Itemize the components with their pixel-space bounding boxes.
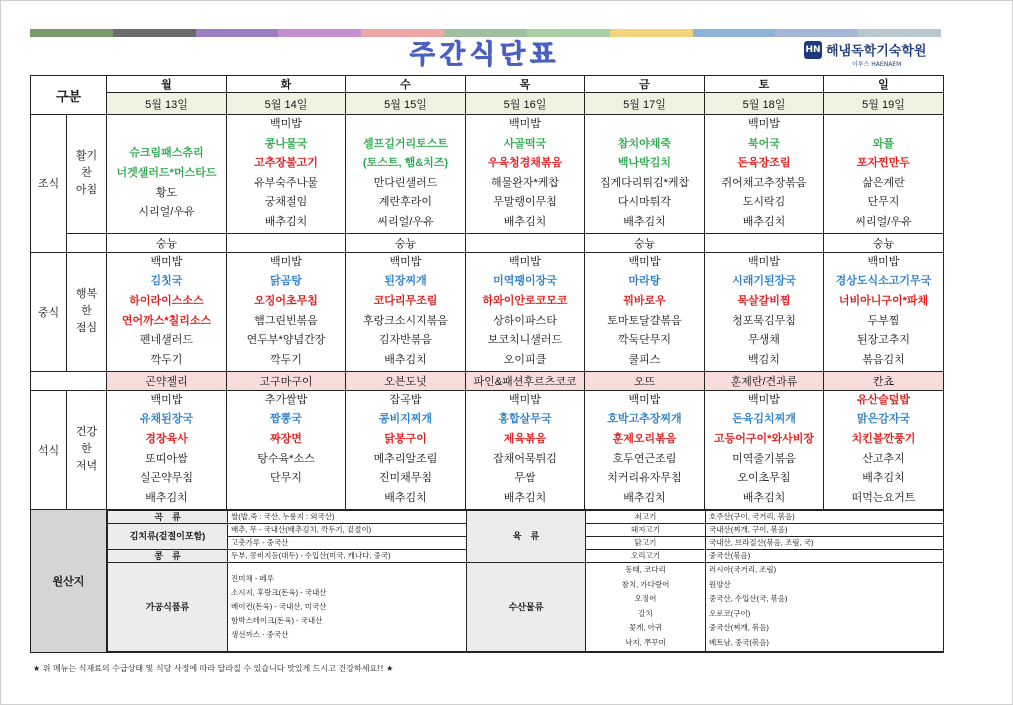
seafood-item: 낙지, 쭈꾸미 (625, 637, 666, 647)
menu-item: 유부숙주나물 (254, 176, 318, 189)
menu-item: 백미밥 (150, 255, 183, 268)
menu-item: 치커리유자무침 (607, 472, 682, 485)
day-label: 목 (466, 76, 585, 93)
menu-item: 돈육김치찌개 (732, 413, 796, 426)
extra-item (227, 233, 346, 252)
lunch-subtitle (67, 252, 107, 371)
kimchi-value: 고춧가루 - 중국산 (228, 536, 467, 549)
menu-item: 청포묵김무침 (732, 314, 796, 327)
origin-row (31, 509, 944, 652)
menu-item: 우육청경채볶음 (487, 157, 563, 170)
menu-item: 토마토달걀볶음 (607, 314, 682, 327)
color-stripe (30, 29, 941, 37)
menu-item: 볶음김치 (862, 353, 905, 366)
menu-item: 떠먹는요거트 (851, 491, 916, 504)
seafood-origins (706, 562, 944, 651)
seafood-item: 오징어 (634, 594, 657, 604)
menu-item: 백미밥 (509, 118, 541, 130)
menu-item: 코다리무조림 (373, 294, 438, 307)
menu-item: 백김치 (748, 353, 780, 366)
date-label: 5월 19일 (824, 93, 944, 115)
day-label: 화 (227, 76, 346, 93)
menu-item: 깍둑단무지 (617, 334, 672, 347)
date-label: 5월 13일 (107, 93, 227, 115)
bean-value: 두부, 콩비지등(대두) - 수입산(미국, 캐나다, 중국) (228, 549, 467, 562)
menu-item: 백미밥 (748, 255, 780, 268)
date-label: 5월 17일 (585, 93, 705, 115)
menu-item: 메추리알조림 (373, 452, 438, 465)
menu-item: 고추장불고기 (254, 157, 318, 170)
menu-item: 포자찐만두 (856, 157, 911, 170)
origin-label: 원산지 (31, 509, 107, 652)
dinner-row (31, 390, 944, 509)
meat-origin: 국내산(찌개, 구이, 볶음) (706, 523, 944, 536)
menu-item: 돈육장조림 (737, 157, 791, 170)
date-label: 5월 16일 (466, 93, 585, 115)
bean-label: 콩 류 (108, 549, 228, 562)
date-label: 5월 18일 (705, 93, 824, 115)
menu-cell (824, 115, 944, 234)
day-label: 금 (585, 76, 705, 93)
menu-item: 잡채어묵튀김 (493, 452, 557, 465)
snack-item: 고구마구이 (227, 371, 346, 390)
menu-item: 황도 (155, 186, 178, 199)
processed-item: 소시지, 후랑크(돈육) - 국내산 (231, 587, 327, 597)
processed-item: 함박스테이크(돈육) - 국내산 (231, 615, 323, 625)
stripe-segment (775, 29, 858, 37)
menu-item: (토스트, 햄&치즈) (362, 157, 449, 170)
processed-label: 가공식품류 (108, 562, 228, 651)
kimchi-label: 김치류(겉절이포함) (108, 523, 228, 549)
menu-item: 진미채무침 (378, 472, 433, 485)
menu-item: 배추김치 (742, 215, 786, 228)
academy-logo (800, 40, 945, 72)
menu-cell (227, 252, 346, 371)
menu-item: 햄그린빈볶음 (254, 314, 318, 327)
subtitle-line: 활기 (75, 150, 98, 163)
day-header-row (31, 76, 944, 93)
meal-label-lunch: 중식 (31, 252, 67, 371)
menu-item: 셀프길거리토스트 (362, 137, 448, 150)
menu-item: 두부찜 (867, 314, 900, 327)
menu-cell (227, 115, 346, 234)
menu-cell (107, 115, 227, 234)
snack-item: 오븐도넛 (346, 371, 466, 390)
menu-item: 콩비지찌개 (378, 413, 433, 426)
snack-item: 칸쵸 (824, 371, 944, 390)
menu-item: 된장찌개 (384, 275, 427, 288)
menu-item: 백미밥 (270, 118, 302, 130)
subtitle-line: 한 (81, 305, 92, 318)
lunch-row (31, 252, 944, 371)
menu-item: 호박고추장찌개 (607, 413, 682, 426)
menu-item: 배추김치 (384, 353, 427, 366)
processed-item: 진미채 - 페루 (231, 573, 274, 583)
snack-item: 파인&패션후르츠코코 (466, 371, 585, 390)
menu-item (346, 115, 465, 135)
meat-item: 오리고기 (586, 549, 706, 562)
origin-details (107, 509, 944, 652)
snack-item: 훈제란/견과류 (705, 371, 824, 390)
subtitle-line: 점심 (75, 322, 98, 335)
menu-item: 너겟샐러드*머스타드 (116, 166, 217, 179)
meat-origin: 국내산, 브라질산(볶음, 조림, 국) (706, 536, 944, 549)
subtitle-line: 찬 (81, 167, 92, 180)
menu-item: 배추김치 (384, 491, 427, 504)
menu-item: 배추김치 (264, 215, 308, 228)
seafood-item: 참치, 가다랑어 (621, 579, 670, 589)
meat-item: 돼지고기 (586, 523, 706, 536)
menu-item: 해물완자*케찹 (490, 176, 560, 189)
menu-item: 만다린샐러드 (373, 176, 438, 189)
seafood-label: 수산물류 (467, 562, 586, 651)
menu-item: 실곤약무침 (139, 472, 194, 485)
menu-item: 닭봉구이 (384, 432, 427, 445)
menu-item: 집게다리튀김*케찹 (599, 176, 690, 189)
snack-item: 오뜨 (585, 371, 705, 390)
stripe-segment (361, 29, 444, 37)
snack-row (31, 371, 944, 390)
menu-item: 경상도식소고기무국 (835, 275, 932, 288)
menu-item: 백미밥 (748, 393, 780, 406)
menu-item: 쥐어채고추장볶음 (721, 176, 807, 189)
menu-item: 백미밥 (270, 255, 302, 268)
menu-cell (346, 390, 466, 509)
menu-item: 쿨피스 (628, 353, 661, 366)
menu-item: 제육볶음 (503, 432, 547, 445)
extra-item: 숭늉 (824, 233, 944, 252)
menu-item (227, 489, 345, 509)
extra-item (466, 233, 585, 252)
subtitle-line: 한 (81, 443, 92, 456)
subtitle-line: 저녁 (75, 460, 98, 473)
processed-values (228, 562, 467, 651)
meal-label-breakfast: 조식 (31, 115, 67, 253)
menu-item: 김자반볶음 (378, 334, 433, 347)
menu-item: 단무지 (270, 472, 302, 485)
menu-item: 오이초무침 (737, 472, 791, 485)
menu-item: 된장고추지 (856, 334, 911, 347)
menu-cell (585, 390, 705, 509)
menu-item: 배추김치 (503, 215, 547, 228)
day-label: 일 (824, 76, 944, 93)
menu-item: 사골떡국 (503, 137, 547, 150)
subtitle-line: 건강 (75, 426, 98, 439)
menu-item: 유산슬덮밥 (856, 393, 911, 406)
menu-item: 경장육사 (145, 432, 188, 445)
seafood-items (586, 562, 706, 651)
menu-item: 단무지 (867, 196, 900, 209)
menu-item: 계란후라이 (378, 196, 433, 209)
menu-item: 다시마튀각 (617, 196, 672, 209)
menu-item: 맑은감자국 (856, 413, 911, 426)
corner-label: 구분 (31, 76, 107, 115)
day-label: 수 (346, 76, 466, 93)
menu-item (107, 125, 226, 145)
menu-item: 배추김치 (862, 472, 905, 485)
meat-origin: 호주산(구이, 국거리, 볶음) (706, 510, 944, 523)
menu-item: 시리얼/우유 (138, 206, 195, 219)
menu-item: 삶은계란 (862, 176, 905, 189)
menu-item: 닭곰탕 (270, 275, 302, 288)
subtitle-line: 행복 (75, 288, 98, 301)
menu-item: 무말랭이무침 (493, 196, 557, 209)
menu-cell (585, 115, 705, 234)
menu-cell (107, 252, 227, 371)
menu-item: 연어까스*칠리소스 (121, 314, 212, 327)
menu-item: 배추김치 (742, 491, 786, 504)
empty-sub-cell (67, 233, 107, 252)
meat-item: 닭고기 (586, 536, 706, 549)
processed-item: 생선까스 - 중국산 (231, 629, 289, 639)
subtitle-line: 아침 (75, 184, 98, 197)
meat-item: 쇠고기 (586, 510, 706, 523)
snack-item: 곤약젤리 (107, 371, 227, 390)
processed-item: 베이컨(돈육) - 국내산, 미국산 (231, 601, 327, 611)
menu-item: 홍합살무국 (498, 413, 552, 426)
stripe-segment (527, 29, 610, 37)
menu-item: 무쌈 (514, 472, 536, 485)
menu-item: 콩나물국 (264, 137, 308, 150)
seafood-item: 동태, 코다리 (625, 565, 666, 575)
menu-cell (824, 252, 944, 371)
stripe-segment (196, 29, 279, 37)
meat-label: 육 류 (467, 510, 586, 562)
menu-cell (227, 390, 346, 509)
grain-value: 쌀(밥,죽 : 국산, 누룽지 : 외국산) (228, 510, 467, 523)
menu-item: 훈제오리볶음 (612, 432, 677, 445)
menu-item: 연두부*양념간장 (246, 334, 326, 347)
weekly-menu-table (30, 75, 944, 653)
logo-badge-icon: HN (804, 41, 822, 59)
dinner-subtitle (67, 390, 107, 509)
extra-item (705, 233, 824, 252)
menu-item: 깍두기 (270, 353, 302, 366)
menu-item: 씨리얼/우유 (855, 215, 912, 228)
menu-item: 고등어구이*와사비장 (714, 432, 814, 445)
origin-table (107, 510, 944, 652)
menu-item: 또띠아쌈 (145, 452, 188, 465)
menu-item: 미역팽이장국 (493, 275, 557, 288)
menu-item (585, 115, 704, 135)
kimchi-value: 배추, 무 - 국내산(배추김치, 깍두기, 겉절이) (228, 523, 467, 536)
menu-item: 치킨볼깐풍기 (851, 432, 916, 445)
menu-item: 백나박김치 (617, 157, 672, 170)
date-row (31, 93, 944, 115)
menu-item: 깍두기 (150, 353, 183, 366)
menu-item: 백미밥 (509, 393, 541, 406)
menu-item: 시래기된장국 (732, 275, 796, 288)
day-label: 월 (107, 76, 227, 93)
menu-item: 하이라이스소스 (129, 294, 204, 307)
menu-cell (466, 252, 585, 371)
seafood-origin: 중국산(찌개, 볶음) (709, 623, 769, 633)
meat-origin: 중국산(볶음) (706, 549, 944, 562)
menu-item: 북어국 (748, 137, 780, 150)
menu-cell (705, 115, 824, 234)
menu-item: 산고추지 (862, 452, 905, 465)
menu-cell (346, 115, 466, 234)
menu-item: 백미밥 (628, 255, 661, 268)
menu-cell (466, 390, 585, 509)
extra-item: 숭늉 (585, 233, 705, 252)
menu-item (824, 115, 943, 135)
menu-item: 잡곡밥 (389, 393, 422, 406)
stripe-segment (278, 29, 361, 37)
seafood-origin: 러시아(국거리, 조림) (709, 565, 777, 575)
menu-item: 백미밥 (628, 393, 661, 406)
menu-item: 김칫국 (150, 275, 183, 288)
menu-cell (585, 252, 705, 371)
menu-item: 유채된장국 (139, 413, 194, 426)
menu-item: 궁채절임 (264, 196, 308, 209)
menu-item: 백미밥 (748, 118, 780, 130)
menu-cell (705, 390, 824, 509)
stripe-segment (444, 29, 527, 37)
page-title: 주간식단표 (409, 40, 561, 70)
seafood-item: 꽃게, 아귀 (628, 623, 663, 633)
logo-name: 해냄독학기숙학원 (826, 44, 927, 59)
grain-label: 곡 류 (108, 510, 228, 523)
menu-item: 마라탕 (628, 275, 661, 288)
menu-item: 꿔바로우 (623, 294, 666, 307)
menu-cell (824, 390, 944, 509)
stripe-segment (693, 29, 776, 37)
menu-item: 오이피클 (503, 353, 547, 366)
menu-item: 백미밥 (150, 393, 183, 406)
seafood-origin: 베트남, 중국(볶음) (709, 637, 769, 647)
breakfast-subtitle (67, 115, 107, 234)
breakfast-extra-row (31, 233, 944, 252)
meal-label-dinner: 석식 (31, 390, 67, 509)
menu-item: 묵살갈비찜 (737, 294, 791, 307)
extra-item: 숭늉 (346, 233, 466, 252)
seafood-origin: 원양산 (709, 579, 731, 589)
menu-item: 하와이안로코모코 (482, 294, 568, 307)
date-label: 5월 15일 (346, 93, 466, 115)
stripe-segment (858, 29, 941, 37)
date-label: 5월 14일 (227, 93, 346, 115)
menu-item: 배추김치 (623, 491, 666, 504)
menu-item: 백미밥 (509, 255, 541, 268)
logo-subtitle: 이투스 HAENAEM (852, 61, 902, 68)
snack-empty-cell (31, 371, 107, 390)
menu-item: 추가쌀밥 (264, 393, 308, 406)
menu-item: 씨리얼/우유 (377, 215, 434, 228)
menu-item: 상하이파스타 (493, 314, 557, 327)
menu-item: 짜장면 (270, 432, 302, 445)
day-label: 토 (705, 76, 824, 93)
menu-item: 와플 (872, 137, 895, 150)
menu-item: 참치야채죽 (617, 137, 672, 150)
menu-item: 펜네샐러드 (139, 334, 194, 347)
footnote: ★ 위 메뉴는 식재료의 수급상태 및 식당 사정에 따라 달라질 수 있습니다 맛있게 드시고 건강하세요!! ★ (33, 664, 394, 673)
menu-cell (466, 115, 585, 234)
menu-item: 호두연근조림 (612, 452, 677, 465)
menu-item: 배추김치 (503, 491, 547, 504)
menu-item: 탕수육*소스 (257, 452, 315, 465)
seafood-item: 갈치 (638, 608, 653, 618)
menu-item: 보코치니샐러드 (487, 334, 563, 347)
stripe-segment (610, 29, 693, 37)
menu-cell (107, 390, 227, 509)
menu-item: 너비아니구이*파채 (838, 294, 929, 307)
seafood-origin: 중국산, 수입산(국, 볶음) (709, 594, 788, 604)
seafood-origin: 오로코(구이) (709, 608, 751, 618)
menu-item: 오징어초무침 (254, 294, 318, 307)
menu-item: 배추김치 (145, 491, 188, 504)
breakfast-row (31, 115, 944, 234)
menu-item: 백미밥 (389, 255, 422, 268)
stripe-segment (113, 29, 196, 37)
menu-item: 배추김치 (623, 215, 666, 228)
menu-item: 무생채 (748, 334, 780, 347)
stripe-segment (30, 29, 113, 37)
menu-item: 도시락김 (742, 196, 786, 209)
menu-item: 슈크림패스츄리 (129, 147, 204, 160)
extra-item: 숭늉 (107, 233, 227, 252)
menu-item: 백미밥 (867, 255, 900, 268)
menu-item: 짬뽕국 (270, 413, 302, 426)
menu-cell (346, 252, 466, 371)
menu-item: 미역줄기볶음 (732, 452, 796, 465)
menu-cell (705, 252, 824, 371)
menu-item: 후랑크소시지볶음 (362, 314, 448, 327)
